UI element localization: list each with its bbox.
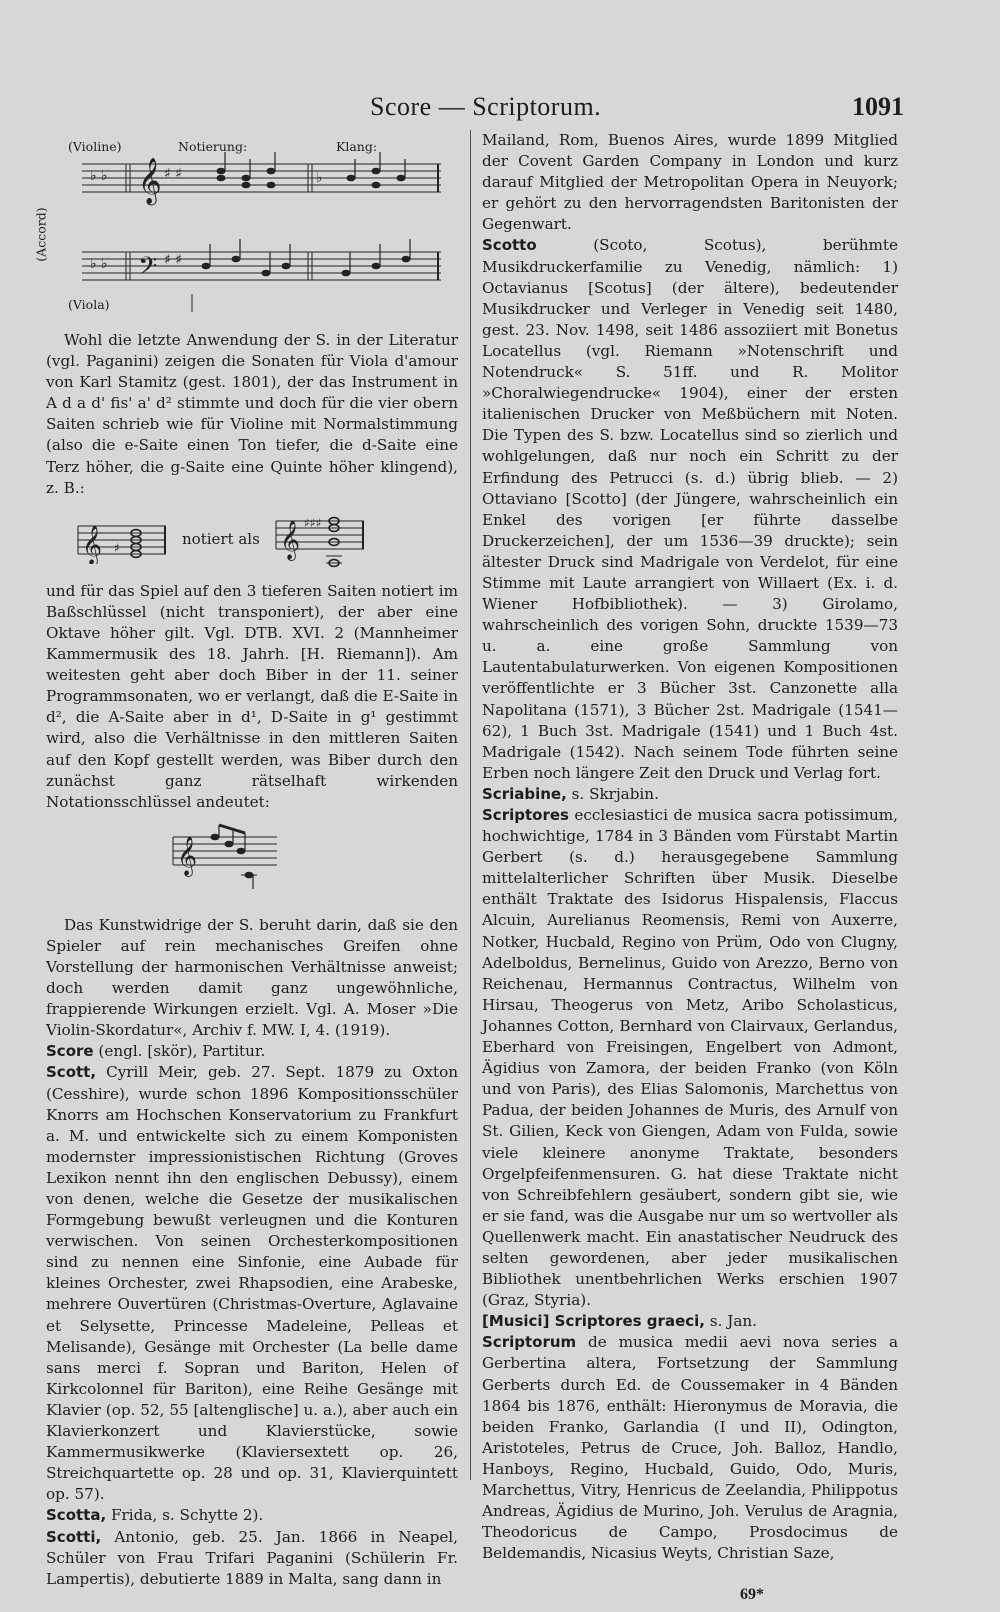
left-column — [33, 130, 458, 1590]
music-example-scordatura — [33, 134, 458, 322]
page-number: 1091 — [852, 92, 904, 121]
svg-text:♭ ♭: ♭ ♭ — [90, 168, 108, 184]
signature-mark: 69* — [740, 1586, 764, 1603]
entry-scriabine — [482, 784, 898, 805]
headword-scott: Scott, — [46, 1063, 97, 1082]
entry-scotto-text: (Scoto, Scotus), berühmte Musikdruckerfamilie zu Venedig, nämlich: 1) Octavianus [Scotus] (der ältere), bedeutender Musikdrucker und Verleger in Venedig seit 1480, gest. 23. Nov. 1498, seit 1486 assoziiert mit Bonetus Locatellus (vgl. Riemann »Notenschrift und Notendruck« S. 51ff. und R. Molitor »Choralwiegendrucke« 1904), einer der ersten italienischen Drucker von Meßbüchern mit Noten. Die Typen des S. bzw. Locatellus sind so zierlich und wohlgelungen, daß nur noch ein Schritt zu der Erfindung des Petrucci (s. d.) übrig blieb. — 2) Ottaviano [Scotto] (der Jüngere, wahrscheinlich ein Enkel des vorigen [er führte dasselbe Druckerzeichen], der um 1536—39 druckte); sein ältester Druck sind Madrigale von Verdelot, für eine Stimme mit Laute arrangiert von Willaert (Ex. i. d. Wiener Hofbibliothek). — 3) Girolamo, wahrscheinlich des vorigen Sohn, druckte 1539—73 u. a. eine große Sammlung von Lautentabulaturwerken. Von eigenen Kompositionen veröffentlichte er 3 Bücher 3st. Canzonette alla Napolitana (1571), 3 Bücher 2st. Madrigale (1541—62), 1 Buch 3st. Madrigale (1541) und 1 Buch 4st. Madrigale (1542). Nach seinem Tode führten seine Erben noch längere Zeit den Druck und Verlag fort. — [482, 236, 898, 782]
entry-scriabine-text: s. Skrjabin. — [566, 784, 659, 803]
entry-scotta — [46, 1505, 458, 1526]
headword-scotta: Scotta, — [46, 1506, 107, 1525]
label-viola: (Viola) — [68, 297, 110, 312]
svg-text:♯: ♯ — [114, 540, 120, 555]
headword-scriptorum: Scriptorum — [482, 1333, 577, 1352]
headword-scotto: Scotto — [482, 236, 537, 255]
svg-text:♯ ♯: ♯ ♯ — [164, 252, 182, 268]
svg-text:𝄢: 𝄢 — [138, 252, 158, 287]
svg-text:𝄞: 𝄞 — [177, 835, 198, 876]
entry-score — [46, 1041, 458, 1062]
music-example-biber — [171, 823, 458, 893]
svg-text:♯ ♯: ♯ ♯ — [164, 166, 182, 182]
page-header — [40, 92, 904, 126]
chord-sounding-staff — [274, 509, 366, 571]
headword-scotti: Scotti, — [46, 1527, 102, 1546]
paragraph-stamitz: Wohl die letzte Anwendung der S. in der Literatur (vgl. Paganini) zeigen die Sonaten für Viola d'amour von Karl Stamitz (gest. 1801), der das Instrument in A d a d' fis' a' d² stimmte und doch für die vier obern Saiten schrieb wie für Violine mit Normalstimmung (also die e-Saite einen Ton tiefer, die d-Saite eine Terz höher, die g-Saite eine Quinte höher klingend), z. B.: — [46, 331, 458, 497]
entry-scotti-text: Antonio, geb. 25. Jan. 1866 in Neapel, Schüler von Frau Trifari Paganini (Schülerin Fr. Lampertis), debutierte 1889 in Malta, sang dann in — [46, 1527, 458, 1588]
entry-scott-text: Cyrill Meir, geb. 27. Sept. 1879 zu Oxton (Cesshire), wurde schon 1896 Kompositionsschüler Knorrs am Hochschen Konservatorium zu Frankfurt a. M. und entwickelte sich zu einem Komponisten modernster impressionistischen Richtung (Groves Lexikon nennt ihn den englischen Debussy), einem von denen, welche die Gesetze der musikalischen Formgebung bewußt verleugnen und die Konturen verwischen. Von seinen Orchesterkompositionen sind zu nennen eine Sinfonie, eine Aubade für kleines Orchester, zwei Rhapsodien, eine Arabeske, mehrere Ouvertüren (Christmas-Overture, Aglavaine et Selysette, Princesse Madeleine, Pelleas et Melisande), Gesänge mit Orchester (La belle dame sans merci f. Sopran und Bariton, Helen of Kirkcolonnel für Bariton), eine Reihe Gesänge mit Klavier (op. 52, 55 [altenglische] u. a.), aber auch ein Klavierkonzert und Klavierstücke, sowie Kammermusikwerke (Klaviersextett op. 26, Streichquartette op. 28 und op. 31, Klavierquintett op. 57). — [46, 1063, 458, 1504]
entry-scotti — [46, 1527, 458, 1590]
entry-scriptores-text: ecclesiastici de musica sacra potissimum, hochwichtige, 1784 in 3 Bänden vom Fürstabt Martin Gerbert (s. d.) herausgegebene Sammlung mittelalterlicher Schriften über Musik. Dieselbe enthält Traktate des Isidorus Hispalensis, Flaccus Alcuin, Aurelianus Reomensis, Remi von Auxerre, Notker, Hucbald, Regino von Prüm, Odo von Clugny, Adelboldus, Bernelinus, Guido von Arezzo, Berno von Reichenau, Hermannus Contractus, Wilhelm von Hirsau, Theogerus von Metz, Aribo Scholasticus, Johannes Cotton, Bernhard von Clairvaux, Gerlandus, Eberhard von Freisingen, Engelbert von Admont, Ägidius von Zamora, der beiden Franko (von Köln und von Paris), des Elias Salomonis, Marchettus von Padua, der beiden Johannes de Muris, des Arnulf von St. Gilien, Keck von Giengen, Adam von Fulda, sowie viele kleinere anonyme Traktate, besonders Orgelpfeifenmensuren. G. hat diese Traktate nicht von Schreibfehlern gesäubert, sondern gibt sie, wie er sie fand, was die Ausgabe nur um so wertvoller als Quellenwerk macht. Ein anastatischer Neudruck des selten gewordenen, aber jeder musikalischen Bibliothek unentbehrlichen Werks erschien 1907 (Graz, Styria). — [482, 806, 898, 1310]
label-violine: (Violine) — [68, 139, 122, 154]
notiert-als-text: notiert als — [182, 530, 260, 549]
headword-scriabine: Scriabine, — [482, 784, 567, 803]
svg-text:♭: ♭ — [316, 170, 323, 186]
paragraph-scotti-continued: Mailand, Rom, Buenos Aires, wurde 1899 Mitglied der Covent Garden Company in London und kurz darauf Mitglied der Metropolitan Opera in Neuyork; er gehört zu den hervorragendsten Baritonisten der Gegenwart. — [482, 131, 898, 234]
svg-text:𝄞: 𝄞 — [138, 158, 162, 204]
headword-scriptores-graeci: [Musici] Scriptores graeci, — [482, 1312, 705, 1331]
entry-scriptores-graeci-text: s. Jan. — [704, 1312, 758, 1331]
entry-scriptores — [482, 805, 898, 1311]
paragraph-bass-clef: und für das Spiel auf den 3 tieferen Saiten notiert im Baßschlüssel (nicht transponiert), der aber eine Oktave höher gilt. Vgl. DTB. XVI. 2 (Mannheimer Kammermusik des 18. Jahrh. [H. Riemann]). Am weitesten geht aber doch Biber in der 11. seiner Programmsonaten, wo er verlangt, daß die E-Saite in d², die A-Saite aber in d¹, D-Saite in g¹ gestimmt wird, also die Verhältnisse in den mittleren Saiten auf den Kopf gestellt werden, was Biber durch den zunächst ganz rätselhaft wirkenden Notationsschlüssel andeutet: — [46, 581, 458, 811]
entry-scriptorum-text: de musica medii aevi nova series a Gerbertina altera, Fortsetzung der Sammlung Gerberts durch Ed. de Coussemaker in 4 Bänden 1864 bis 1876, enthält: Hieronymus de Moravia, die beiden Franko, Garlandia (I und II), Odington, Aristoteles, Petrus de Cruce, Joh. Balloz, Handlo, Hanboys, Regino, Hucbald, Guido, Odo, Muris, Marchettus, Vitry, Henricus de Zeelandia, Philippotus Andreas, Ägidius de Murino, Joh. Verulus de Aragnia, Theodoricus de Campo, Prosdocimus de Beldemandis, Nicasius Weyts, Christian Saze, — [482, 1333, 898, 1563]
chord-notation-staff — [76, 516, 168, 564]
svg-text:♯♯♯: ♯♯♯ — [303, 515, 322, 530]
entry-scott — [46, 1062, 458, 1505]
svg-text:𝄞: 𝄞 — [279, 519, 300, 560]
svg-text:𝄞: 𝄞 — [82, 524, 103, 564]
label-notierung: Notierung: — [178, 139, 248, 154]
headword-score: Score — [46, 1042, 94, 1061]
running-title: Score — Scriptorum. — [370, 92, 602, 121]
svg-text:♭ ♭: ♭ ♭ — [90, 256, 108, 272]
entry-score-text: (engl. [skör), Partitur. — [93, 1042, 266, 1061]
entry-scotto — [482, 235, 898, 783]
right-column — [482, 130, 898, 1564]
music-example-notiert-als — [76, 509, 458, 571]
headword-scriptores: Scriptores — [482, 806, 569, 824]
entry-scotta-text: Frida, s. Schytte 2). — [106, 1506, 264, 1525]
label-klang: Klang: — [336, 139, 378, 154]
label-accord: (Accord) — [33, 207, 49, 262]
biber-notation-key — [171, 823, 281, 893]
entry-scriptores-graeci — [482, 1311, 898, 1332]
column-divider — [470, 130, 471, 1480]
paragraph-kunstwidrige: Das Kunstwidrige der S. beruht darin, daß sie den Spieler auf rein mechanisches Greifen ohne Vorstellung der harmonischen Verhältnisse anweist; doch werden damit ganz ungewöhnliche, frappierende Wirkungen erzielt. Vgl. A. Moser »Die Violin-Skordatur«, Archiv f. MW. I, 4. (1919). — [46, 915, 458, 1040]
entry-scriptorum — [482, 1332, 898, 1564]
